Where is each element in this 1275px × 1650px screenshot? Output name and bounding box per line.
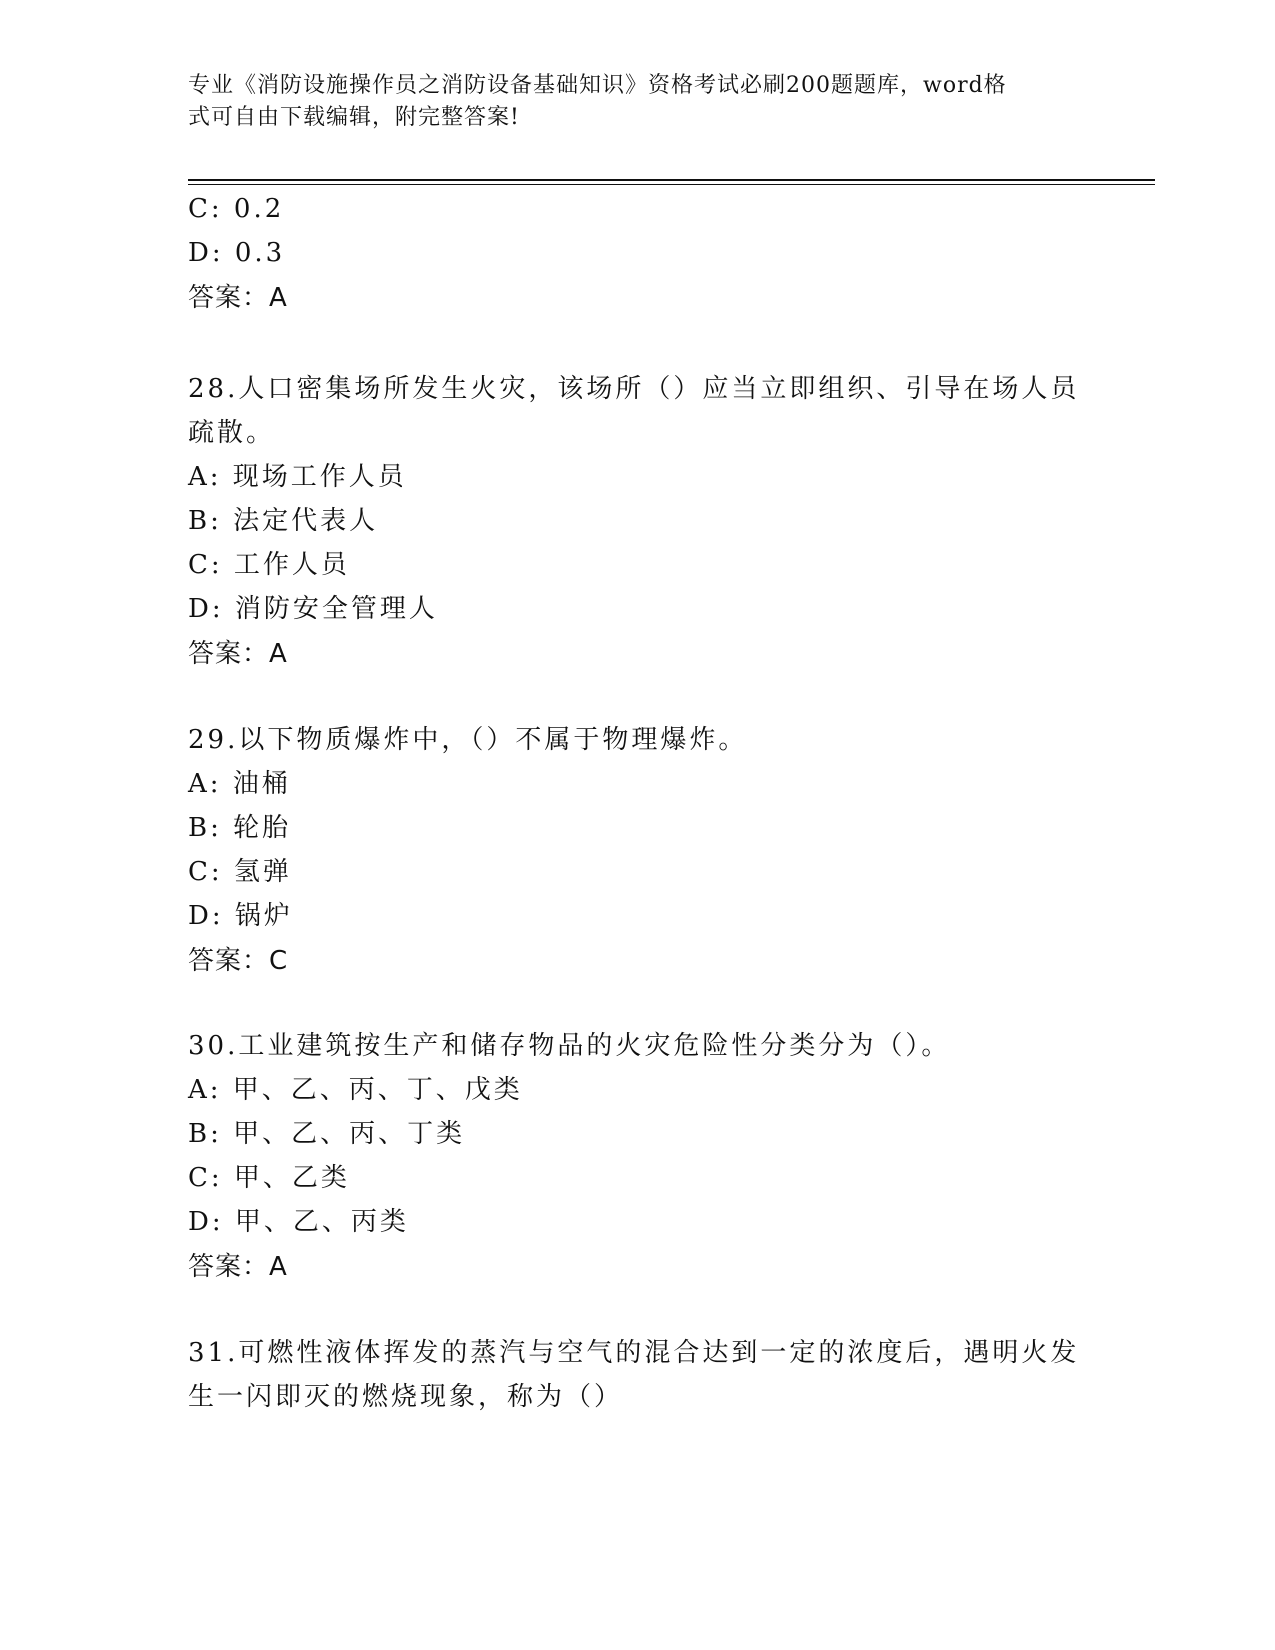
q29-option-b: B: 轮胎	[188, 813, 292, 843]
q29-option-d: D: 锅炉	[188, 901, 293, 931]
q30-stem-line-1: 30.工业建筑按生产和储存物品的火灾危险性分类分为（）。	[188, 1031, 951, 1061]
q29-answer: 答案：C	[188, 946, 289, 976]
q28-option-a: A: 现场工作人员	[188, 462, 407, 492]
q30-answer: 答案：A	[188, 1252, 288, 1282]
q31-stem-line-2: 生一闪即灭的燃烧现象，称为（）	[188, 1382, 624, 1412]
q30-option-a: A: 甲、乙、丙、丁、戊类	[188, 1075, 523, 1105]
header-line-2: 式可自由下载编辑，附完整答案!	[188, 105, 520, 130]
header-divider	[188, 179, 1155, 181]
q31-stem-line-1: 31.可燃性液体挥发的蒸汽与空气的混合达到一定的浓度后，遇明火发	[188, 1338, 1080, 1368]
q29-option-c: C: 氢弹	[188, 857, 292, 887]
header-line-1: 专业《消防设施操作员之消防设备基础知识》资格考试必刷200题题库，word格	[188, 73, 1007, 98]
document-header	[188, 70, 1088, 134]
q28-answer: 答案：A	[188, 639, 288, 669]
q29-option-a: A: 油桶	[188, 769, 291, 799]
q29-stem-line-1: 29.以下物质爆炸中，（）不属于物理爆炸。	[188, 725, 748, 755]
q30-option-b: B: 甲、乙、丙、丁类	[188, 1119, 466, 1149]
prev-option-c: C: 0.2	[188, 194, 285, 224]
q28-stem-line-1: 28.人口密集场所发生火灾，该场所（）应当立即组织、引导在场人员	[188, 374, 1080, 404]
q28-option-c: C: 工作人员	[188, 550, 350, 580]
prev-answer: 答案：A	[188, 283, 288, 313]
q28-option-d: D: 消防安全管理人	[188, 594, 438, 624]
q30-option-c: C: 甲、乙类	[188, 1163, 350, 1193]
q28-option-b: B: 法定代表人	[188, 506, 379, 536]
prev-option-d: D: 0.3	[188, 238, 286, 268]
q28-stem-line-2: 疏散。	[188, 418, 276, 448]
header-divider-thin	[188, 184, 1155, 185]
q30-option-d: D: 甲、乙、丙类	[188, 1207, 409, 1237]
